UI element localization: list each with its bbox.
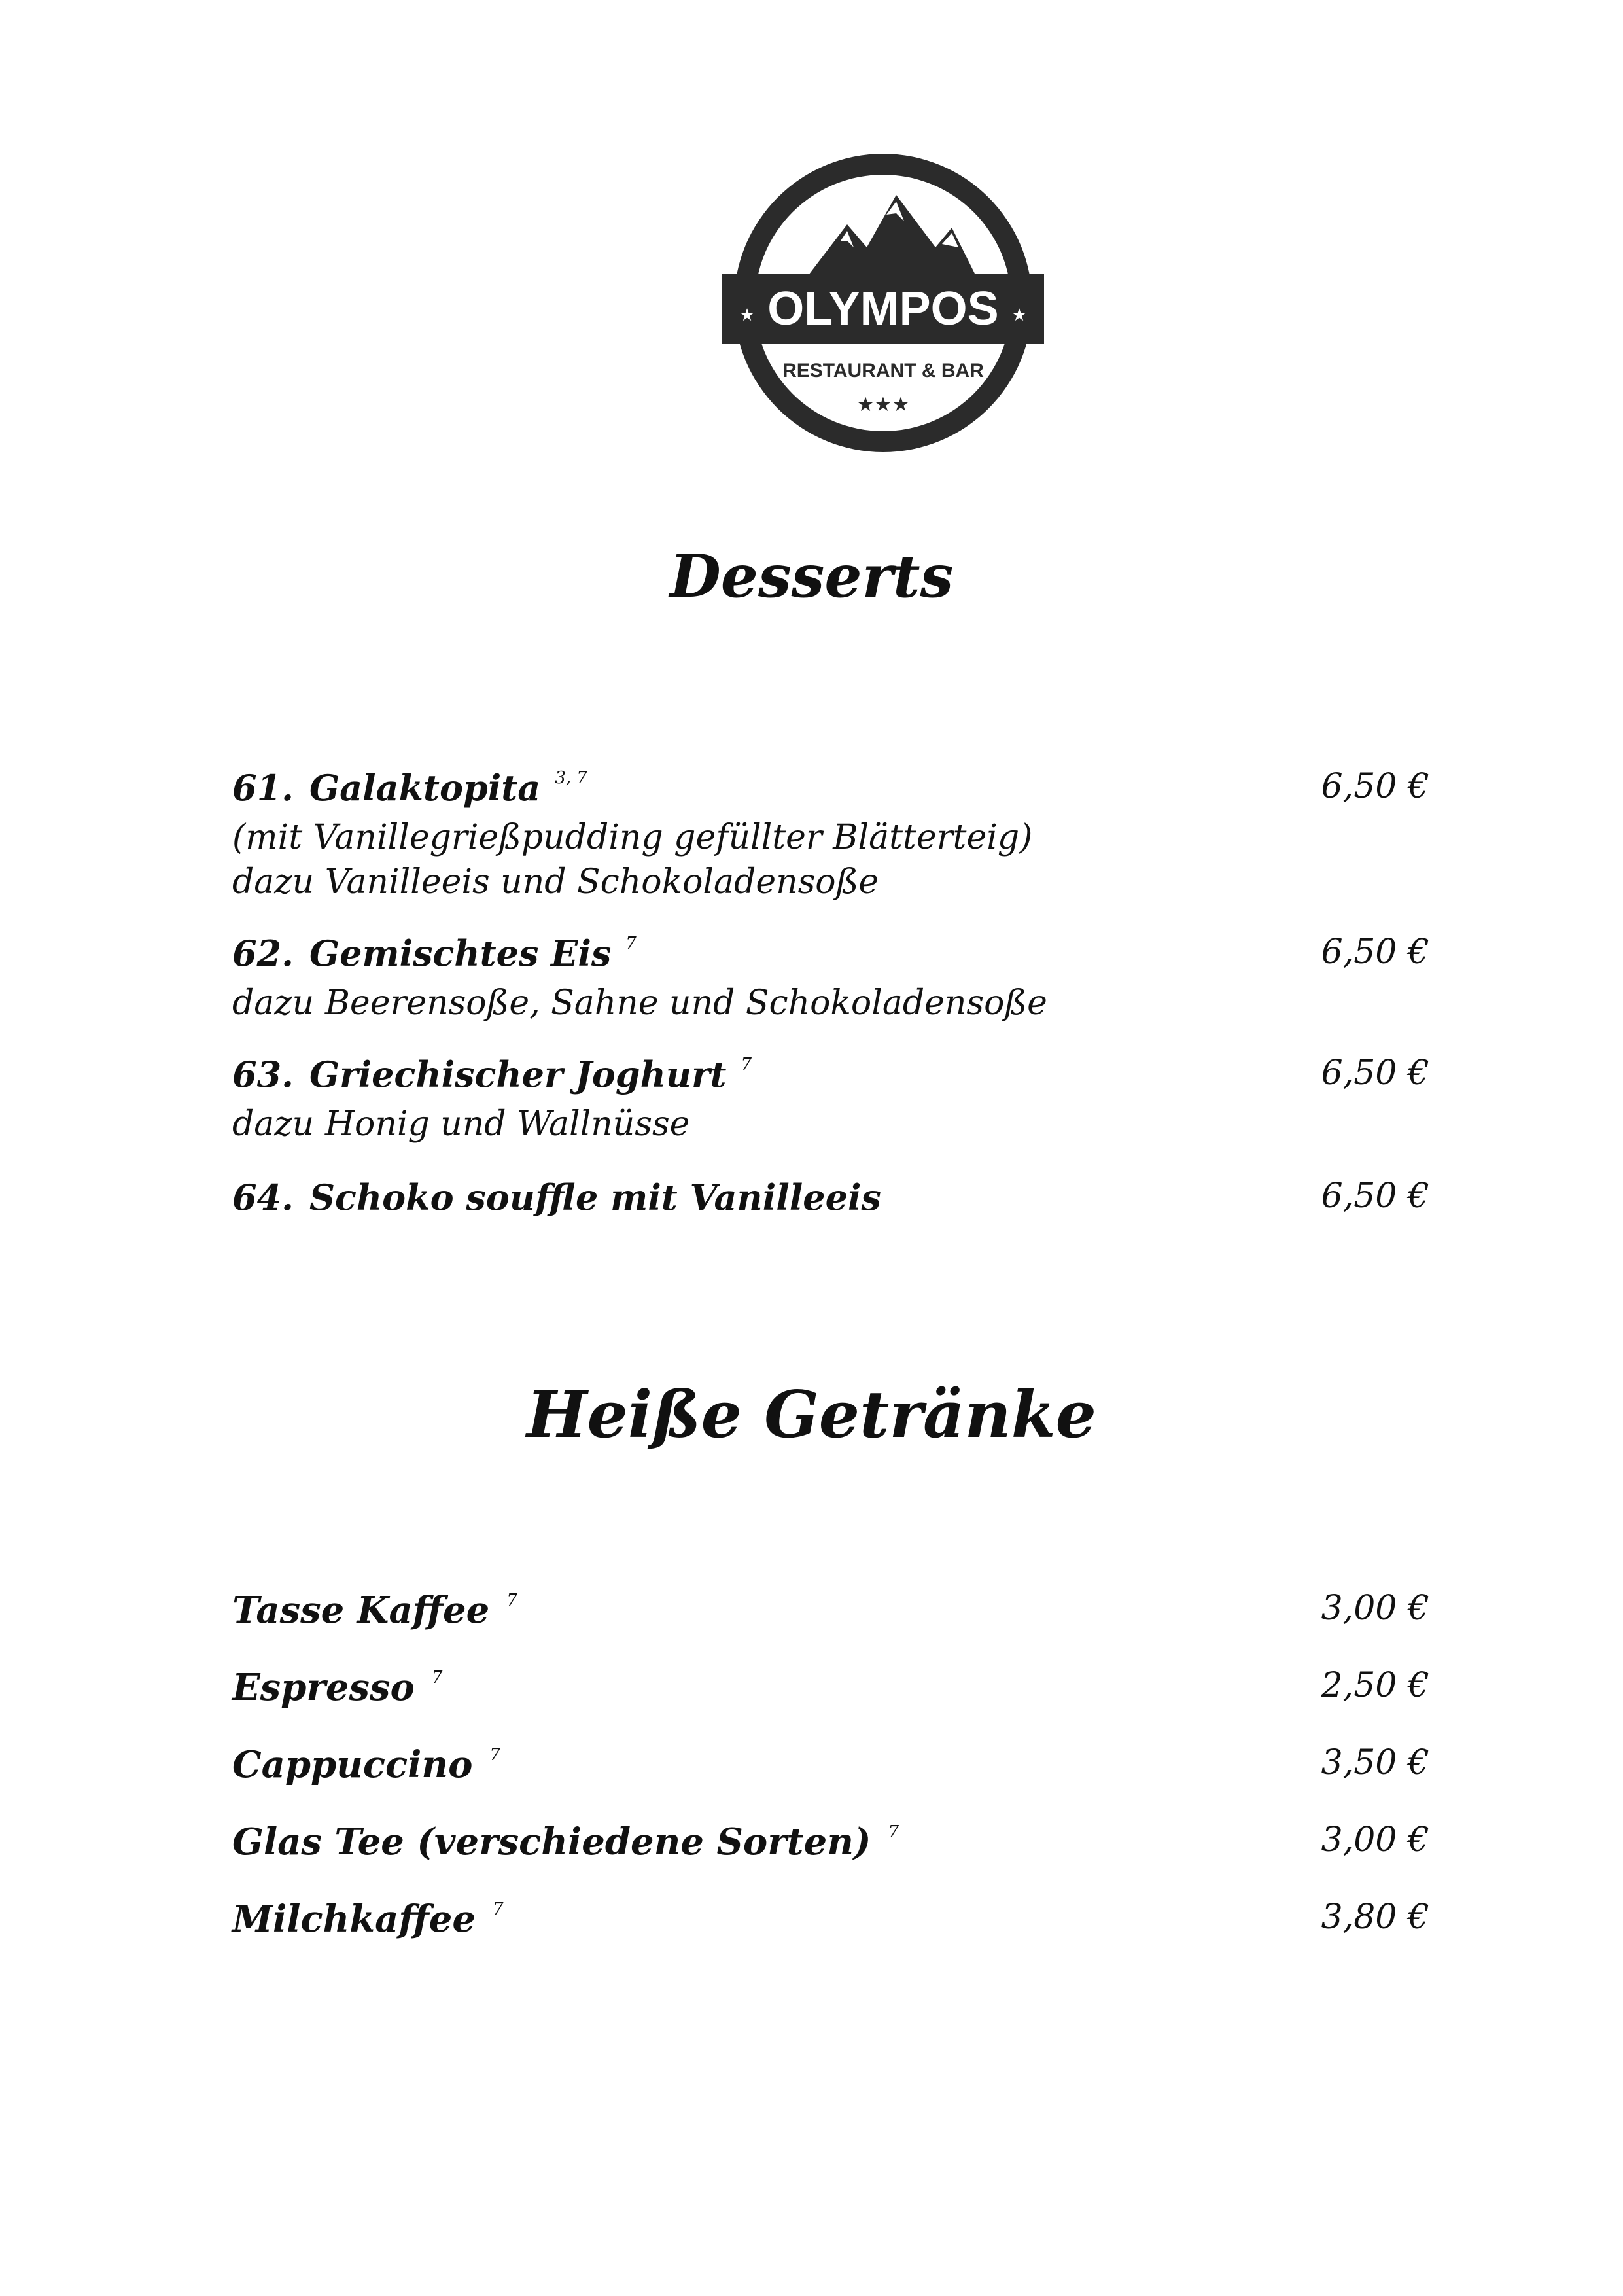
allergen-note: 7 [888,1822,899,1842]
drink-price: 3,80 € [1321,1898,1429,1937]
drink-name: Cappuccino $^7$ [232,1743,500,1786]
dessert-name: 62. Gemischtes Eis $^7$ [232,932,637,974]
drink-item [232,1898,1429,1950]
dessert-description: dazu Vanilleeis und Schokoladensoße [232,862,879,902]
logo-star-left: ★ [739,306,755,325]
allergen-note: 7 [493,1899,504,1919]
drink-price: 2,50 € [1321,1666,1429,1705]
dessert-price: 6,50 € [1321,1176,1429,1216]
dessert-name: 61. Galaktopita $^{3, 7}$ [232,767,587,809]
dessert-price: 6,50 € [1321,932,1429,972]
drink-item [232,1820,1429,1873]
desserts-title: Desserts [669,542,954,611]
logo-star-right: ★ [1011,306,1027,325]
drink-price: 3,00 € [1321,1820,1429,1860]
allergen-note: 3, 7 [555,768,587,788]
drink-price: 3,50 € [1321,1743,1429,1782]
drink-price: 3,00 € [1321,1589,1429,1628]
dessert-price: 6,50 € [1321,1053,1429,1093]
dessert-item [232,932,1429,1025]
olympos-logo [720,149,1047,457]
dessert-name: 64. Schoko souffle mit Vanilleeis [232,1176,881,1218]
logo-subtitle: RESTAURANT & BAR [782,360,984,381]
logo-name: OLYMPOS [767,283,999,335]
allergen-note: 7 [625,934,637,953]
dessert-item [232,1176,1429,1225]
drink-item [232,1589,1429,1641]
dessert-price: 6,50 € [1321,767,1429,806]
logo-stars: ★★★ [856,393,910,416]
dessert-description: (mit Vanillegrießpudding gefüllter Blätterteig) [232,818,1033,857]
drink-item [232,1666,1429,1718]
dessert-description: dazu Beerensoße, Sahne und Schokoladensoße [232,983,1047,1023]
allergen-note: 7 [506,1591,517,1610]
drink-name: Tasse Kaffee $^7$ [232,1589,517,1632]
allergen-note: 7 [489,1745,500,1765]
drink-name: Espresso $^7$ [232,1666,443,1709]
dessert-item [232,1053,1429,1146]
dessert-item [232,767,1429,904]
dessert-name: 63. Griechischer Joghurt $^7$ [232,1053,752,1095]
dessert-description: dazu Honig und Wallnüsse [232,1104,690,1144]
allergen-note: 7 [431,1668,443,1687]
hot-drinks-title: Heiße Getränke [526,1377,1097,1453]
drink-name: Glas Tee (verschiedene Sorten) $^7$ [232,1820,899,1863]
drink-name: Milchkaffee $^7$ [232,1898,504,1941]
drink-item [232,1743,1429,1795]
allergen-note: 7 [741,1055,752,1074]
